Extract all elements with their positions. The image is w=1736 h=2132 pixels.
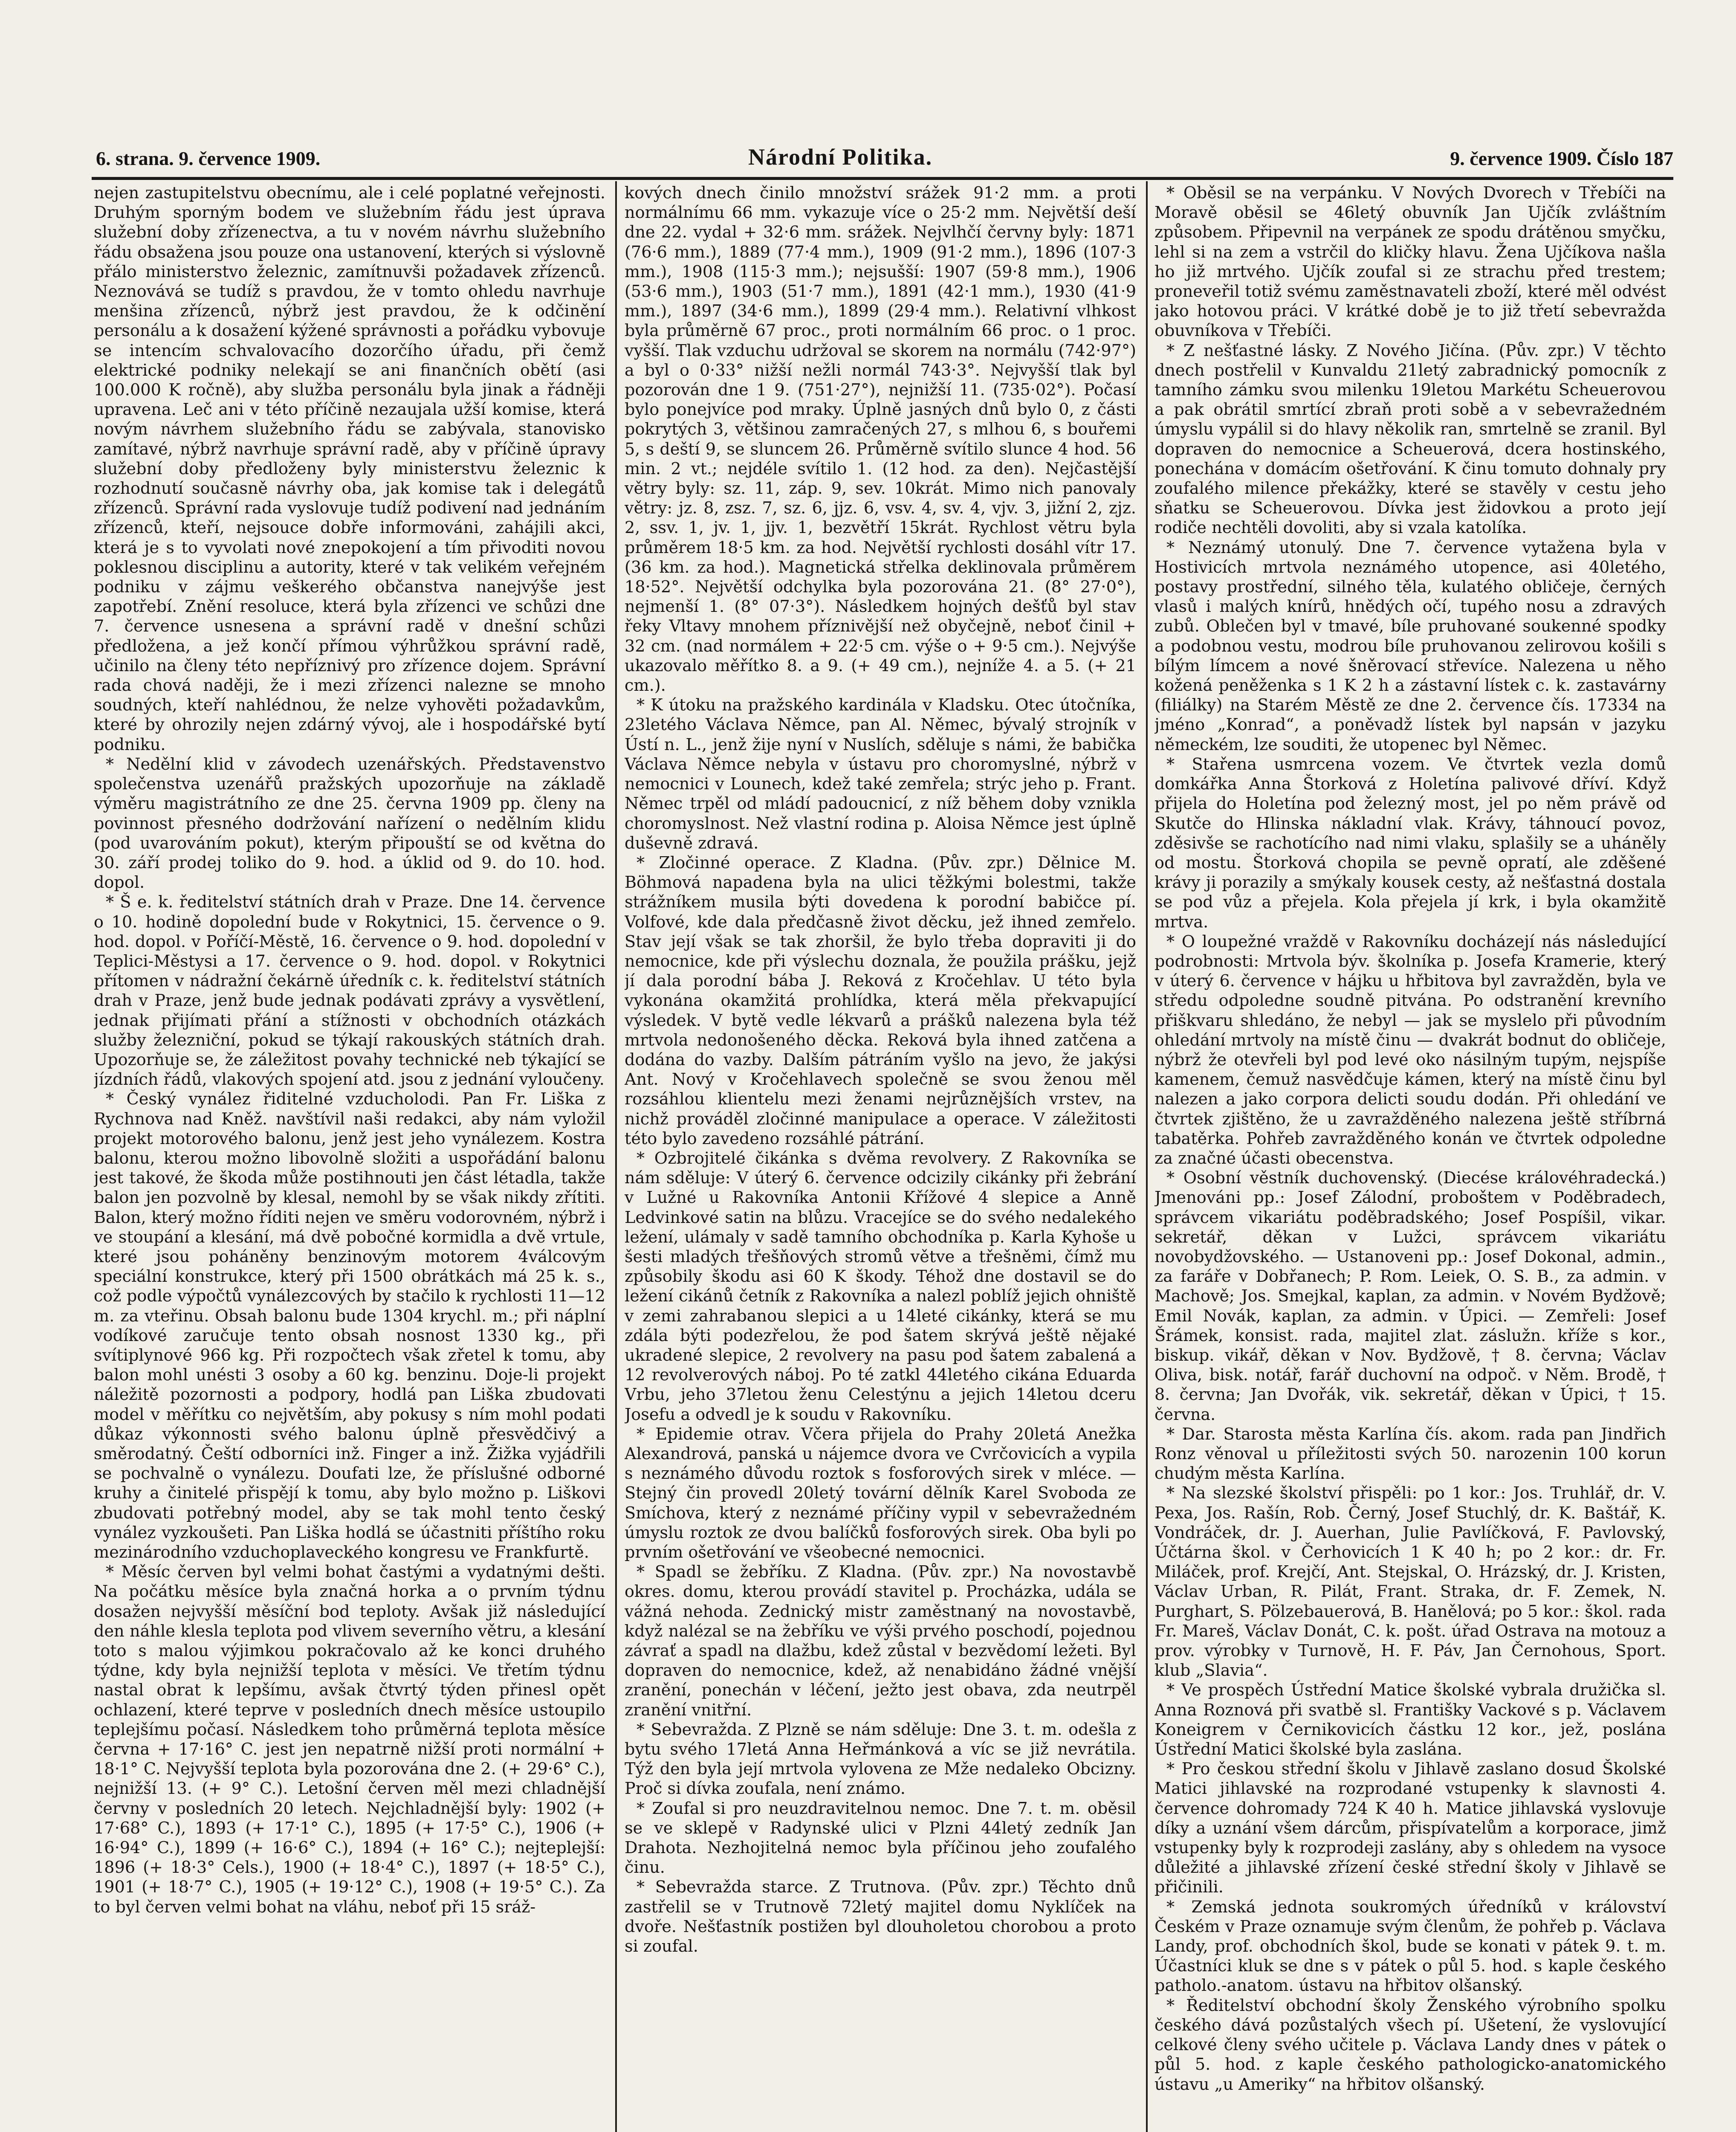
column-divider — [1146, 181, 1148, 2132]
article-paragraph: * Š e. k. ředitelství státních drah v Praze. Dne 14. července o 10. hodině dopolední bude v Rokytnici, 15. července o 9. hod. dopol. v Poříčí-Městě, 16. července o 9. hod. dopolední v Teplici-Městysi a 17. července o 9. hod. dopol. v Rokytnici přítomen v nádražní čekárně úředník c. k. ředitelství státních drah v Praze, jenž bude jednak podávati zprávy a vysvětlení, jednak přijímati přání a stížnosti v obchodních otázkách služby železniční, pokud se týkají rakouských státních drah. Upozorňuje se, že záležitost povahy technické neb týkající se jízdních řádů, vlakových spojení atd. jsou z jednání vyloučeny. — [94, 893, 605, 1089]
header-issue: 9. července 1909. Číslo 187 — [1450, 148, 1673, 169]
column-1 — [94, 183, 605, 2132]
column-divider — [615, 181, 617, 2132]
article-paragraph: * Sebevražda. Z Plzně se nám sděluje: Dne 3. t. m. odešla z bytu svého 17letá Anna Heřmánková a víc se již nevrátila. Týž den byla její mrtvola vylovena ze Mže nedaleko Obcizny. Proč si dívka zoufala, není známo. — [625, 1720, 1136, 1799]
article-paragraph: * Osobní věstník duchovenský. (Diecése královéhradecká.) Jmenováni pp.: Josef Zálodní, proboštem v Poděbradech, správcem vikariátu poděbradského; Josef Pospíšil, vikar. sekretář, děkan v Lužci, správcem vikariátu novobydžovského. — Ustanoveni pp.: Josef Dokonal, admin., za faráře v Dobřanech; P. Rom. Leiek, O. S. B., za admin. v Machově; Jos. Smejkal, kaplan, za admin. v Novém Bydžově; Emil Novák, kaplan, za admin. v Úpici. — Zemřeli: Josef Šrámek, konsist. rada, majitel zlat. záslužn. kříže s kor., biskup. vikář, děkan v Nov. Bydžově, † 8. června; Václav Oliva, bisk. notář, farář duchovní na odpoč. v Něm. Brodě, † 8. června; Jan Dvořák, vik. sekretář, děkan v Úpici, † 15. června. — [1154, 1169, 1666, 1424]
column-3 — [1154, 183, 1666, 2132]
article-paragraph: * Spadl se žebříku. Z Kladna. (Pův. zpr.) Na novostavbě okres. domu, kterou provádí stavitel p. Procházka, udála se vážná nehoda. Zednický mistr zaměstnaný na novostavbě, když nalézal se na žebříku ve výši prvého poschodí, pojednou závrať a spadl na dlažbu, kdež zůstal v bezvědomí ležeti. Byl dopraven do nemocnice, kdež, až nenabidáno žádné vnější zranění, ponechán v léčení, ježto jest obava, zda neutrpěl zranění vnitřní. — [625, 1563, 1136, 1720]
article-paragraph: * K útoku na pražského kardinála v Kladsku. Otec útočníka, 23letého Václava Němce, pan Al. Němec, bývalý strojník v Ústí n. L., jenž žije nyní v Nuslích, sděluje s námi, že babička Václava Němce nebyla v ústavu pro choromyslné, nýbrž v nemocnici v Lounech, kdež také zemřela; strýc jeho p. Frant. Němec trpěl od mládí padoucnicí, z níž během doby vznikla choromyslnost. Než vlastní rodina p. Aloisa Němce jest úplně duševně zdravá. — [625, 696, 1136, 853]
article-paragraph: * Měsíc červen byl velmi bohat častými a vydatnými dešti. Na počátku měsíce byla značná horka a o prvním týdnu dosažen nejvyšší měsíční bod teploty. Avšak již následující den náhle klesla teplota pod vlivem severního větru, a klesání toto s malou výjimkou pokračovalo až ke konci druhého týdne, kdy byla nejnižší teplota v měsíci. Ve třetím týdnu nastal obrat k lepšímu, avšak čtvrtý týden přinesl opět ochlazení, které teprve v posledních dnech měsíce ustoupilo teplejšímu počasí. Následkem toho průměrná teplota měsíce června + 17·16° C. jest jen nepatrně nižší proti normální + 18·1° C. Nejvyšší teplota byla pozorována dne 2. (+ 29·6° C.), nejnižší 13. (+ 9° C.). Letošní červen měl mezi chladnější červny v posledních 20 letech. Nejchladnější byly: 1902 (+ 17·68° C.), 1893 (+ 17·1° C.), 1895 (+ 17·5° C.), 1906 (+ 16·94° C.), 1899 (+ 16·6° C.), 1894 (+ 16° C.); nejteplejší: 1896 (+ 18·3° Cels.), 1900 (+ 18·4° C.), 1897 (+ 18·5° C.), 1901 (+ 18·7° C.), 1905 (+ 19·12° C.), 1908 (+ 19·5° C.). Za to byl červen velmi bohat na vláhu, neboť při 15 sráž- — [94, 1563, 605, 1917]
article-paragraph: * Epidemie otrav. Včera přijela do Prahy 20letá Anežka Alexandrová, panská u nájemce dvora ve Cvrčovicích a vypila s neznámého důvodu roztok s fosforových sirek v mléce. — Stejný čin provedl 20letý tovární dělník Karel Svoboda ze Smíchova, který z neznámé příčiny vypil v sebevražedném úmyslu roztok ze dvou balíčků fosforových sirek. Oba byli po prvním ošetřování ve všeobecné nemocnici. — [625, 1425, 1136, 1562]
article-paragraph: * Ředitelství obchodní školy Ženského výrobního spolku českého dává pozůstalých všech pí. Ušetení, že vyslovující celkové členy svého učitele p. Václava Landy dnes v pátek o půl 5. hod. z kaple českého pathologicko-anatomického ústavu „u Ameriky“ na hřbitov olšanský. — [1154, 1996, 1666, 2094]
article-paragraph: * Oběsil se na verpánku. V Nových Dvorech v Třebíči na Moravě oběsil se 46letý obuvník Jan Ujčík zvláštním způsobem. Připevnil na verpánek ze spodu drátěnou smyčku, lehl si na zem a vstrčil do kličky hlavu. Žena Ujčíkova našla ho již mrtvého. Ujčík zoufal si ze strachu před trestem; proneveřil totiž svému zaměstnavateli zboží, které měl odvést jako hotovou práci. V krátké době je to již třetí sebevražda obuvníkova v Třebíči. — [1154, 184, 1666, 341]
article-paragraph: * O loupežné vraždě v Rakovníku docházejí nás následující podrobnosti: Mrtvola býv. školníka p. Josefa Kramerie, který v úterý 6. července v hájku u hřbitova byl zavražděn, byla ve středu odpoledne soudně pitvána. Po odstranění krevního přiškvaru shledáno, že nebyl — jak se myslelo při původním ohledání mrtvoly na místě činu — dvakrát bodnut do obličeje, nýbrž že otevřeli byl pod levé oko násilným tupým, nejspíše kamenem, čemuž nasvědčuje kámen, který na místě činu byl nalezen a jako corpora delicti soudu dodán. Při ohledání ve čtvrtek zjištěno, že u zavražděného nalezena ještě stříbrná tabatěrka. Pohřeb zavražděného konán ve čtvrtek odpoledne za značné účasti obecenstva. — [1154, 932, 1666, 1168]
article-paragraph: * Zoufal si pro neuzdravitelnou nemoc. Dne 7. t. m. oběsil se ve sklepě v Radynské ulici v Plzni 44letý zedník Jan Drahota. Nezhojitelná nemoc byla příčinou jeho zoufalého činu. — [625, 1799, 1136, 1877]
article-paragraph: * Z nešťastné lásky. Z Nového Jičína. (Pův. zpr.) V těchto dnech postřelil v Kunvaldu 21letý zabradnický pomocník z tamního zámku svou milenku 19letou Markétu Scheuerovou a pak obrátil smrtící zbraň proti sobě a v sebevražedném úmyslu vypálil si do hlavy několik ran, smrtelně se zranil. Byl dopraven do nemocnice a Scheuerová, dcera hostinského, ponechána v domácím ošetřování. K činu tomuto dohnaly pry zoufalého milence překážky, které se stavěly v cestu jeho sňatku se Scheuerovou. Dívka jest židovkou a proto její rodiče nechtěli dovoliti, aby si vzala katolíka. — [1154, 341, 1666, 538]
newspaper-title: Národní Politika. — [748, 144, 933, 170]
article-paragraph: * Neznámý utonulý. Dne 7. července vytažena byla v Hostivicích mrtvola neznámého utopence, asi 40letého, postavy prostřední, silného těla, kulatého obličeje, černých vlasů i malých knírů, hnědých očí, tupého nosu a zdravých zubů. Oblečen byl v tmavé, bíle pruhované soukenné spodky a podobnou vestu, modrou bíle pruhovanou zelirovou košili s bílým límcem a nové šněrovací střevíce. Nalezena u něho kožená peněženka s 1 K 2 h a zástavní lístek c. k. zastavárny (filiálky) na Starém Městě ze dne 2. července čís. 17334 na jméno „Konrad“, a poněvadž lístek byl napsán v jazyku německém, lze souditi, že utopenec byl Němec. — [1154, 538, 1666, 754]
header-rule — [92, 177, 1673, 180]
article-paragraph: * Zločinné operace. Z Kladna. (Pův. zpr.) Dělnice M. Böhmová napadena byla na ulici těžkými bolestmi, takže strážníkem musila býti dovedena k porodní babičce pí. Volfové, kde dala předčasně život děcku, jež ihned zemřelo. Stav její však se tak zhoršil, že bylo třeba dopraviti ji do nemocnice, kde při výslechu doznala, že použila prášku, jejž jí dala porodní bába J. Reková z Kročehlav. U této byla vykonána okamžitá prohlídka, která měla překvapující výsledek. V bytě vedle lékvarů a prášků nalezena byla též mrtvola nedonošeného děcka. Reková byla ihned zatčena a dodána do vazby. Dalším pátráním vyšlo na jevo, že jakýsi Ant. Nový v Kročehlavech společně se svou ženou měl rozsáhlou klientelu mezi ženami nejrůznějších vrstev, na nichž prováděl zločinné manipulace a operace. V záležitosti této bylo zavedeno rozsáhlé pátrání. — [625, 853, 1136, 1148]
header-date-left: 6. strana. 9. července 1909. — [96, 148, 321, 169]
article-paragraph: * Zemská jednota soukromých úředníků v království Českém v Praze oznamuje svým členům, že pohřeb p. Václava Landy, prof. obchodních škol, bude se konati v pátek 9. t. m. Účastníci kluk se dne s v pátek o půl 5. hod. s kaple českého patholo.-anatom. ústavu na hřbitov olšanský. — [1154, 1897, 1666, 1996]
article-paragraph: * Na slezské školství přispěli: po 1 kor.: Jos. Truhlář, dr. V. Pexa, Jos. Rašín, Rob. Černý, Josef Stuchlý, dr. K. Baštář, K. Vondráček, dr. J. Auerhan, Julie Pavlíčková, F. Pavlovský, Účtárna škol. v Čerhovicích 1 K 40 h; po 2 kor.: dr. Fr. Miláček, prof. Krejčí, Ant. Stejskal, O. Hrázský, dr. J. Kristen, Václav Urban, R. Pilát, Frant. Straka, dr. F. Zemek, N. Purghart, S. Pölzebauerová, B. Hanělová; po 5 kor.: škol. rada Fr. Mareš, Václav Donát, C. k. pošt. úřad Ostrava na motouz a prov. výrobky v Turnově, H. F. Páv, Jan Černohous, Sport. klub „Slavia“. — [1154, 1484, 1666, 1680]
article-paragraph: * Český vynález řiditelné vzducholodi. Pan Fr. Liška z Rychnova nad Kněž. navštívil naši redakci, aby nám vyložil projekt motorového balonu, jenž jest jeho vynálezem. Kostra balonu, kterou možno libovolně složiti a uspořádání balonu jest takové, že škoda může postihnouti jen část létadla, takže balon jen pozvolně by klesal, nemohl by se však nikdy zřítiti. Balon, který možno říditi nejen ve směru vodorovném, nýbrž i ve stoupání a klesání, má dvě pobočné kormidla a dvě vrtule, které jsou poháněny benzinovým motorem 4válcovým speciální konstrukce, který při 1500 obrátkách má 25 k. s., což podle výpočtů vynálezcových by stačilo k rychlosti 11—12 m. za vteřinu. Obsah balonu bude 1304 krychl. m.; při náplní vodíkové zaručuje tento obsah nosnost 1330 kg., při svítiplynové 966 kg. Při rozpočtech však zřetel k tomu, aby balon mohl unésti 3 osoby a 60 kg. benzinu. Doje-li projekt náležitě pozornosti a podpory, hodlá pan Liška zbudovati model v měřítku co největším, aby pokusy s ním mohl podati důkaz výkonnosti svého balonu úplně přesvědčivý a směrodatný. Čeští odborníci inž. Finger a inž. Žižka vyjádřili se pochvalně o vynálezu. Doufati lze, že příslušné odborné kruhy a činitelé přispějí k tomu, aby bylo možno p. Liškovi zbudovati potřebný model, aby se tak mohl tento český vynález vyzkoušeti. Pan Liška hodlá se účastniti příštího roku mezinárodního vzduchoplaveckého kongresu ve Frankfurtě. — [94, 1090, 605, 1562]
article-paragraph: * Dar. Starosta města Karlína čís. akom. rada pan Jindřich Ronz věnoval u příležitosti svých 50. narozenin 100 korun chudým města Karlína. — [1154, 1425, 1666, 1483]
article-paragraph: kových dnech činilo množství srážek 91·2 mm. a proti normálnímu 66 mm. vykazuje více o 25·2 mm. Největší deší dne 22. vydal + 32·6 mm. srážek. Nejvlhčí červny byly: 1871 (76·6 mm.), 1889 (77·4 mm.), 1909 (91·2 mm.), 1896 (107·3 mm.), 1908 (115·3 mm.); nejsušší: 1907 (59·8 mm.), 1906 (53·6 mm.), 1903 (51·7 mm.), 1891 (42·1 mm.), 1930 (41·9 mm.), 1897 (34·6 mm.), 1899 (29·4 mm.). Relativní vlhkost byla průměrně 67 proc., proti normálním 66 proc. o 1 proc. vyšší. Tlak vzduchu udržoval se skorem na normálu (742·97°) a byl o 0·33° nižší nežli normál 743·3°. Nejvyšší tlak byl pozorován dne 1 9. (751·27°), nejnižší 11. (735·02°). Počasí bylo ponejvíce pod mraky. Úplně jasných dnů bylo 0, z části pokrytých 3, většinou zamračených 27, s mlhou 6, s bouřemi 5, s deští 9, se sluncem 26. Průměrně svítilo slunce 4 hod. 56 min. 2 vt.; nejdéle svítilo 1. (12 hod. za den). Nejčastější větry byly: sz. 11, záp. 9, sev. 10krát. Mimo nich panovaly větry: jz. 8, zsz. 7, sz. 6, jjz. 6, vsv. 4, sv. 4, vjv. 3, jižní 2, zjz. 2, ssv. 1, jv. 1, jjv. 1, bezvětří 15krát. Rychlost větru byla průměrem 18·5 km. za hod. Největší rychlosti dosáhl vítr 17. (36 km. za hod.). Magnetická střelka deklinovala průměrem 18·52°. Největší odchylka byla pozorována 21. (8° 27·0°), nejmenší 1. (8° 07·3°). Následkem hojných dešťů byl stav řeky Vltavy mnohem příznivější než obyčejně, neboť činil + 32 cm. (nad normálem + 22·5 cm. výše o + 9·5 cm.). Nejvýše ukazovalo měřítko 8. a 9. (+ 49 cm.), nejníže 4. a 5. (+ 21 cm.). — [625, 184, 1136, 695]
article-paragraph: * Sebevražda starce. Z Trutnova. (Pův. zpr.) Těchto dnů zastřelil se v Trutnově 72letý majitel domu Nyklíček na dvoře. Nešťastník postižen byl dlouholetou chorobou a proto si zoufal. — [625, 1878, 1136, 1956]
article-paragraph: * Nedělní klid v závodech uzenářských. Představenstvo společenstva uzenářů pražských upozorňuje na základě výměru magistrátního ze dne 25. června 1909 pp. členy na povinnost přesného dodržování nařízení o nedělním klidu (pod uvarováním pokut), kterým připouští se od května do 30. září prodej toliko do 9. hod. a úklid od 9. do 10. hod. dopol. — [94, 755, 605, 892]
article-paragraph: * Ozbrojitelé čikánka s dvěma revolvery. Z Rakovníka se nám sděluje: V úterý 6. července odcizily cikánky při žebrání v Lužné u Rakovníka Antonii Křížové 4 slepice a Anně Ledvinkové satin na blůzu. Vracejíce se do svého nedalekého ležení, ulámaly v sadě tamního obchodníka p. Karla Kyhoše u šesti mladých třešňových stromů větve a třešněmi, čímž mu způsobily škodu asi 60 K škody. Téhož dne dostavil se do ležení cikánů četník z Rakovníka a nalezl poblíž jejich ohniště v zemi zahrabanou slepici a u 14leté cikánky, která se mu zdála býti podezřelou, že pod šatem skrývá ještě nějaké ukradené slepice, 2 revolvery na pasu pod šatem zabalená a 12 revolverových náboj. Po té zatkl 44letého cikána Eduarda Vrbu, jeho 37letou ženu Celestýnu a jejich 14letou dceru Josefu a odvedl je k soudu v Rakovníku. — [625, 1149, 1136, 1424]
article-paragraph: * Pro českou střední školu v Jihlavě zaslano dosud Školské Matici jihlavské na rozprodané vstupenky k slavnosti 4. července dohromady 724 K 40 h. Matice jihlavská vyslovuje díky a uznání všem dárcům, přispívatelům a korporace, jimž vstupenky byly k rozprodeji zaslány, aby s ohledem na vysoce důležité a jihlavské zřízení české střední školy v Jihlavě se přičinili. — [1154, 1760, 1666, 1897]
page-header — [96, 144, 1673, 177]
column-2 — [625, 183, 1136, 2132]
article-paragraph: * Stařena usmrcena vozem. Ve čtvrtek vezla domů domkářka Anna Štorková z Holetína palivové dříví. Když přijela do Holetína pod železný most, jel po něm právě od Skutče do Hlinska nákladní vlak. Krávy, táhnoucí povoz, zděsivše se rachotícího nad nimi vlaku, splašily se a uháněly od mostu. Štorková chopila se pevně opratí, ale zděšené krávy ji porazily a smýkaly kousek cesty, až nešťastná dostala se pod vůz a přejela. Kola přejela jí krk, i byla okamžitě mrtva. — [1154, 755, 1666, 932]
article-paragraph: * Ve prospěch Ústřední Matice školské vybrala družička sl. Anna Roznová při svatbě sl. Františky Vackové s p. Václavem Koneigrem v Černikovicích částku 12 kor., jež, poslána Ústřední Matici školské byla zaslána. — [1154, 1681, 1666, 1759]
article-paragraph: nejen zastupitelstvu obecnímu, ale i celé poplatné veřejnosti. Druhým sporným bodem ve služebním řádu jest úprava služební doby zřízenectva, a tu v novém návrhu služebního řádu obsažena jsou pouze ona ustanovení, kterých si výslovně přálo ministerstvo železnic, zamítnuvši požadavek zřízenců. Neznovává se tudíž s pravdou, že v tomto ohledu navrhuje menšina zřízenců, nýbrž jest pravdou, že k odčinění personálu a k dosažení kýžené správnosti a pořádku vybovuje se intencím schvalovacího dozorčího úřadu, při čemž elektrické podniky nelekají se ani finančních obětí (asi 100.000 K ročně), aby služba personálu byla jinak a řádněji upravena. Leč ani v této příčině nezaujala užší komise, která novým návrhem služebního řádu se zabývala, stanovisko zamítavé, nýbrž navrhuje správní radě, aby v příčině úpravy služební doby předloženy byly ministerstvu železnic k rozhodnutí současně návrhy oba, jak komise tak i delegátů zřízenců. Správní rada vyslovuje tudíž podivení nad jednáním zřízenců, kteří, nejsouce dobře informováni, zahájili akci, která je s to vyvolati nové znepokojení a tím přivoditi novou poklesnou disciplinu a autority, které v tak velikém veřejném podniku v zájmu veškerého občanstva nanejvýše jest zapotřebí. Znění resoluce, která byla zřízenci ve schůzi dne 7. července usnesena a správní radě v dnešní schůzi předložena, a jež končí přímou výhrůžkou správní radě, učinilo na členy této nepříznivý pro zřízence dojem. Správní rada chová naději, že i mezi zřízenci nalezne se mnoho soudných, kteří nahlédnou, že nelze vyhověti požadavkům, které by ohrozily nejen zdárný vývoj, ale i hospodářské bytí podniku. — [94, 184, 605, 754]
